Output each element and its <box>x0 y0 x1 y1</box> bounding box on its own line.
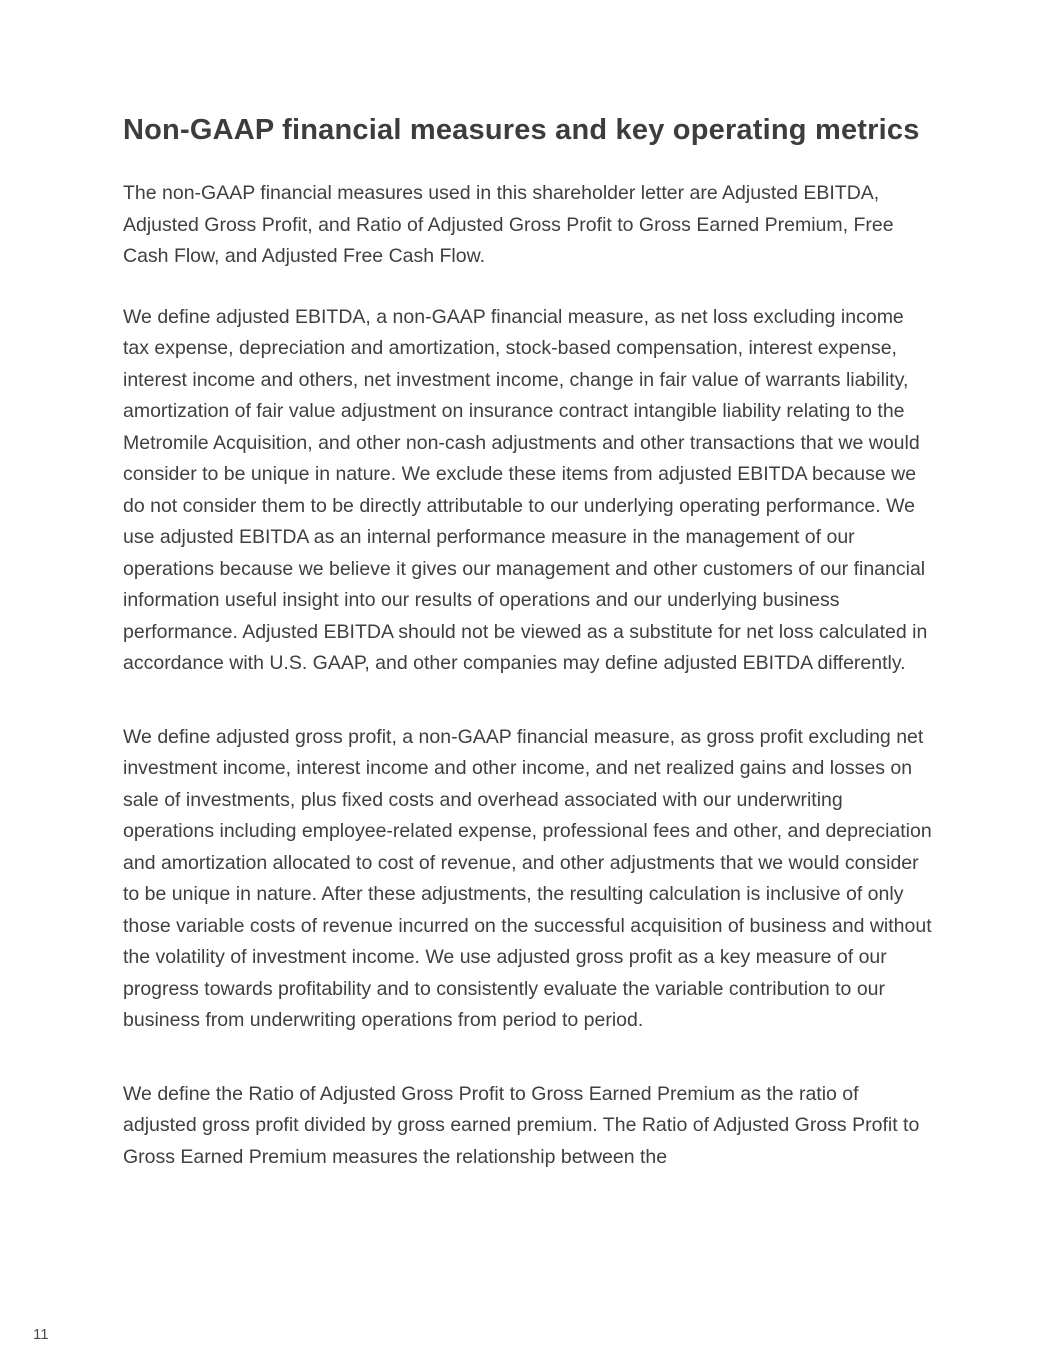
page-number: 11 <box>33 1326 49 1343</box>
paragraph-adjusted-gross-profit: We define adjusted gross profit, a non-GAAP financial measure, as gross profit excluding net investment income, interest income and other income, and net realized gains and losses on sale of investments, plus fixed costs and overhead associated with our underwriting operations including employee-related expense, professional fees and other, and depreciation and amortization allocated to cost of revenue, and other adjustments that we would consider to be unique in nature. After these adjustments, the resulting calculation is inclusive of only those variable costs of revenue incurred on the successful acquisition of business and without the volatility of investment income. We use adjusted gross profit as a key measure of our progress towards profitability and to consistently evaluate the variable contribution to our business from underwriting operations from period to period. <box>123 725 932 1032</box>
page-title: Non-GAAP financial measures and key operating metrics <box>123 114 920 146</box>
paragraph-ratio-gross-profit: We define the Ratio of Adjusted Gross Profit to Gross Earned Premium as the ratio of adjusted gross profit divided by gross earned premium. The Ratio of Adjusted Gross Profit to Gross Earned Premium measures the relationship between the <box>123 1082 920 1168</box>
paragraph-intro: The non-GAAP financial measures used in this shareholder letter are Adjusted EBITDA, Adjusted Gross Profit, and Ratio of Adjusted Gross Profit to Gross Earned Premium, Free Cash Flow, and Adjusted Free Cash Flow. <box>123 182 894 268</box>
page-content <box>123 112 935 1202</box>
paragraph-adjusted-ebitda: We define adjusted EBITDA, a non-GAAP financial measure, as net loss excluding income tax expense, depreciation and amortization, stock-based compensation, interest expense, interest income and others, net investment income, change in fair value of warrants liability, amortization of fair value adjustment on insurance contract intangible liability relating to the Metromile Acquisition, and other non-cash adjustments and other transactions that we would consider to be unique in nature. We exclude these items from adjusted EBITDA because we do not consider them to be directly attributable to our underlying operating performance. We use adjusted EBITDA as an internal performance measure in the management of our operations because we believe it gives our management and other customers of our financial information useful insight into our results of operations and our underlying business performance. Adjusted EBITDA should not be viewed as a substitute for net loss calculated in accordance with U.S. GAAP, and other companies may define adjusted EBITDA differently. <box>123 305 928 675</box>
